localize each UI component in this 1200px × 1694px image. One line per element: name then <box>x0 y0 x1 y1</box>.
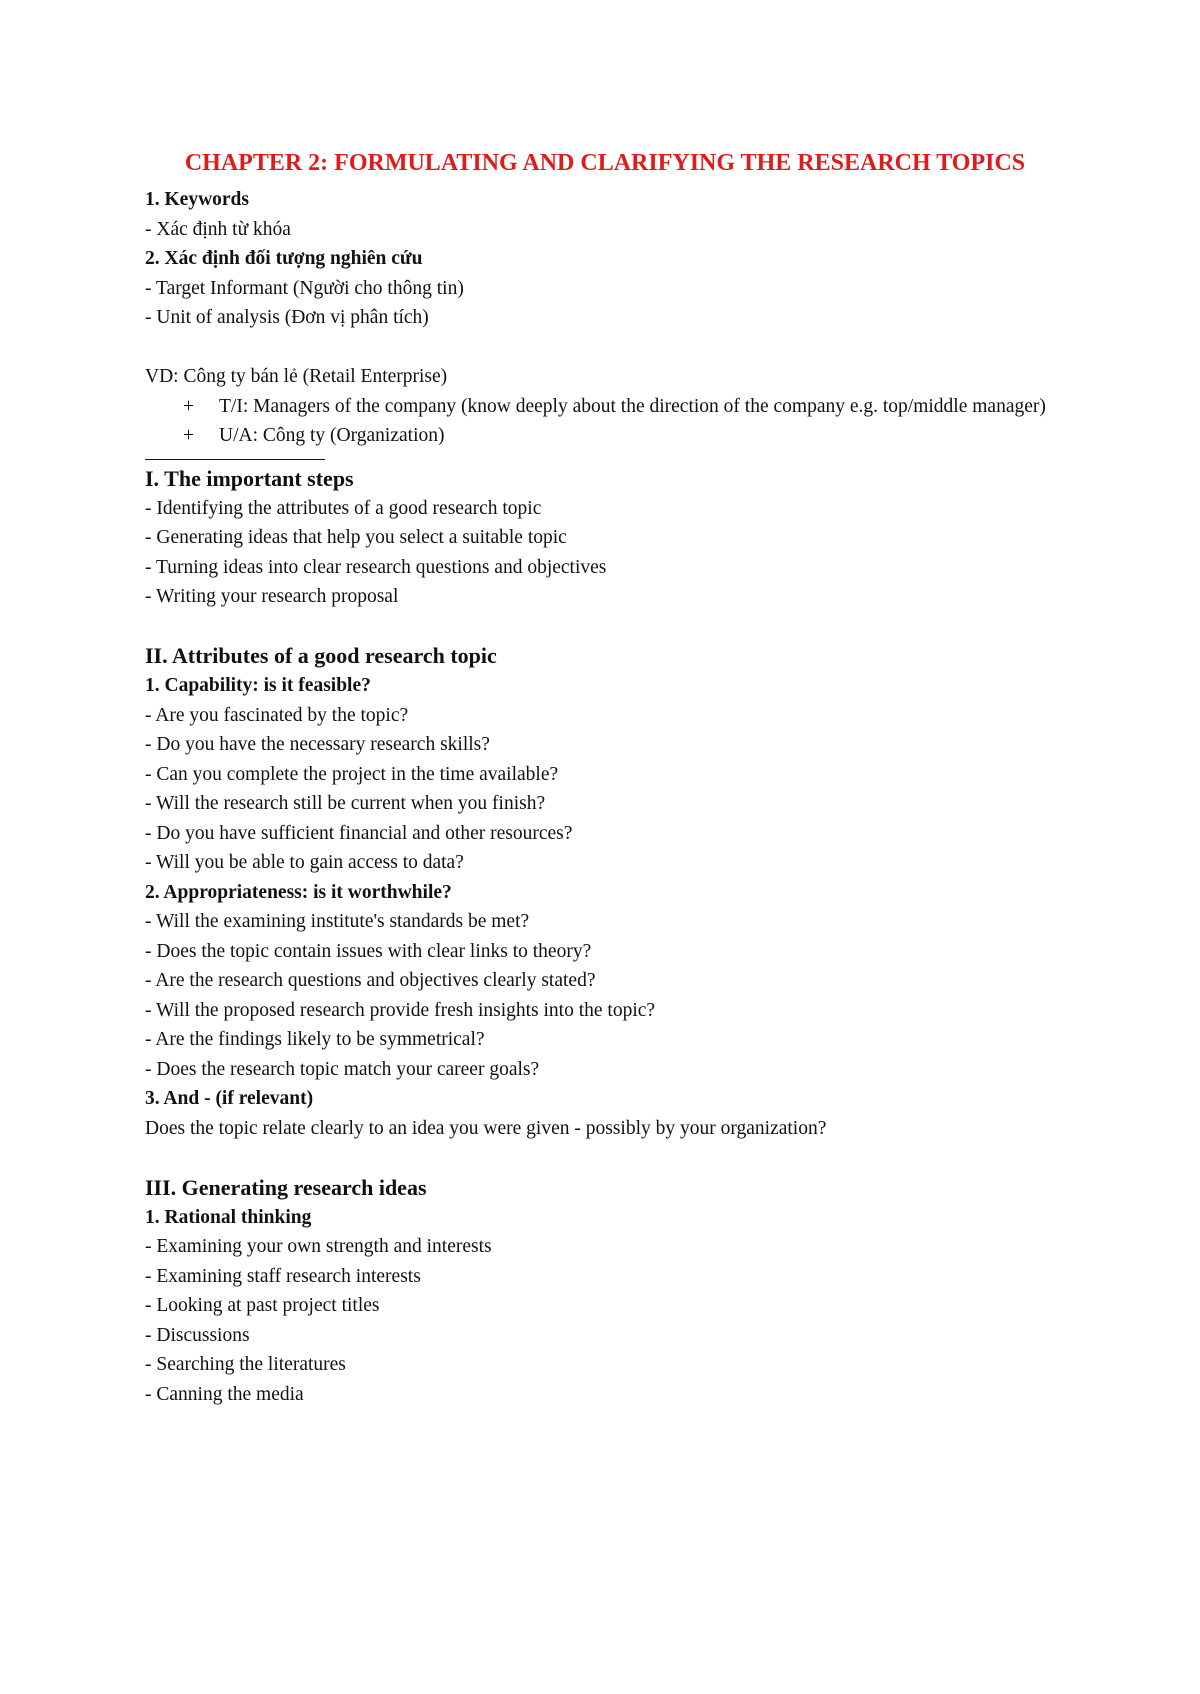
list-item: - Examining your own strength and interests <box>145 1236 492 1257</box>
subheading-capability: 1. Capability: is it feasible? <box>145 675 371 696</box>
list-item: - Do you have sufficient financial and other resources? <box>145 822 573 844</box>
list-item: - Will the examining institute's standards be met? <box>145 911 530 932</box>
list-item: - Looking at past project titles <box>145 1295 380 1316</box>
keywords-line: - Xác định từ khóa <box>145 218 291 240</box>
list-item: - Can you complete the project in the time available? <box>145 763 559 785</box>
example-bullet <box>145 421 1065 451</box>
example-line: VD: Công ty bán lẻ (Retail Enterprise) <box>145 366 448 387</box>
blank-line <box>145 612 1065 642</box>
list-item: - Canning the media <box>145 1383 304 1405</box>
section-heading-generating-ideas: III. Generating research ideas <box>145 1174 427 1200</box>
keywords-heading: 1. Keywords <box>145 189 249 210</box>
document-title: CHAPTER 2: FORMULATING AND CLARIFYING THE RESEARCH TOPICS <box>184 150 1026 176</box>
subheading-relevance: 3. And - (if relevant) <box>145 1088 314 1109</box>
list-item: - Do you have the necessary research skills? <box>145 734 490 755</box>
list-item: - Will the research still be current when you finish? <box>145 793 546 814</box>
blank-line <box>145 333 1065 363</box>
list-item: - Discussions <box>145 1324 250 1346</box>
list-item: - Examining staff research interests <box>145 1265 421 1287</box>
list-item: - Turning ideas into clear research questions and objectives <box>145 556 607 578</box>
research-object-line: - Target Informant (Người cho thông tin) <box>145 277 464 299</box>
plus-bullet-mark: + <box>183 425 194 446</box>
list-item: - Are the findings likely to be symmetrical? <box>145 1029 485 1050</box>
list-item: - Identifying the attributes of a good research topic <box>145 497 542 519</box>
list-item: - Searching the literatures <box>145 1354 346 1375</box>
list-item: - Are you fascinated by the topic? <box>145 704 409 726</box>
section-heading-attributes: II. Attributes of a good research topic <box>145 643 497 668</box>
example-bullet <box>145 392 1065 422</box>
section-heading-important-steps: I. The important steps <box>145 465 354 491</box>
blank-line <box>145 1143 1065 1173</box>
subheading-rational-thinking: 1. Rational thinking <box>145 1206 312 1228</box>
subheading-appropriateness: 2. Appropriateness: is it worthwhile? <box>145 881 452 903</box>
horizontal-rule <box>145 459 325 460</box>
list-item: - Will the proposed research provide fresh insights into the topic? <box>145 999 656 1021</box>
list-item: - Are the research questions and objectives clearly stated? <box>145 970 596 991</box>
research-object-line: - Unit of analysis (Đơn vị phân tích) <box>145 307 429 328</box>
example-bullet-text: U/A: Công ty (Organization) <box>219 425 445 446</box>
example-bullet-text: T/I: Managers of the company (know deeply about the direction of the company e.g. top/middle manager) <box>219 395 1046 417</box>
list-item: - Generating ideas that help you select a suitable topic <box>145 527 567 548</box>
research-object-heading: 2. Xác định đối tượng nghiên cứu <box>145 248 423 269</box>
list-item: - Will you be able to gain access to data? <box>145 852 464 873</box>
list-item: Does the topic relate clearly to an idea you were given - possibly by your organization? <box>145 1117 827 1139</box>
list-item: - Writing your research proposal <box>145 586 399 607</box>
plus-bullet-mark: + <box>183 395 194 417</box>
list-item: - Does the research topic match your career goals? <box>145 1058 540 1080</box>
document-page <box>145 145 1065 1409</box>
list-item: - Does the topic contain issues with clear links to theory? <box>145 940 592 962</box>
